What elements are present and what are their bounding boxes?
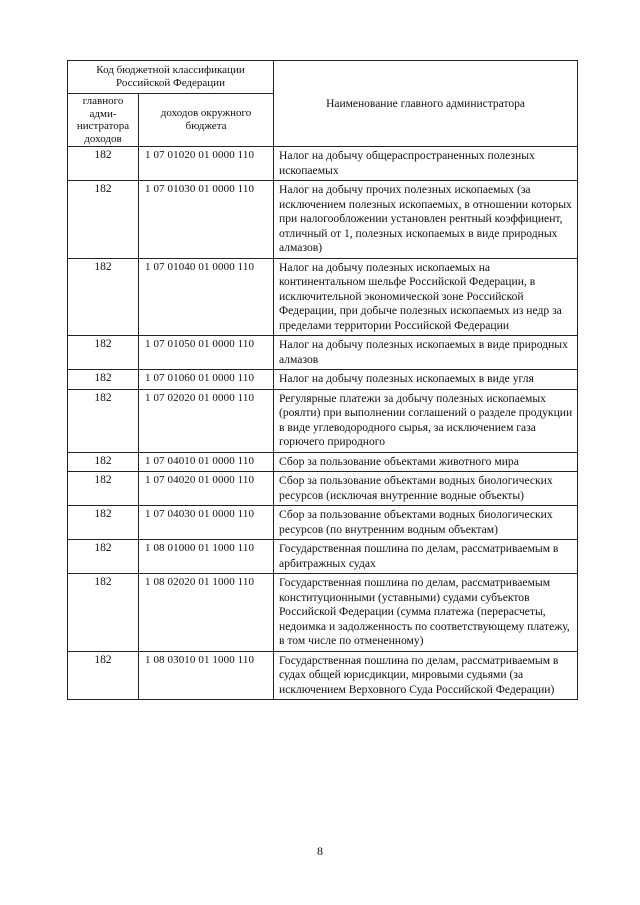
- table-row: [68, 389, 578, 452]
- income-code-cell: 1 07 01060 01 0000 110: [139, 370, 274, 390]
- admin-code-cell: 182: [68, 472, 139, 506]
- admin-code-cell: 182: [68, 506, 139, 540]
- income-code-cell: 1 08 02020 01 1000 110: [139, 574, 274, 652]
- income-code-cell: 1 07 01020 01 0000 110: [139, 147, 274, 181]
- table-row: [68, 147, 578, 181]
- header-admin-name: Наименование главного администратора: [274, 61, 578, 147]
- admin-code-cell: 182: [68, 336, 139, 370]
- admin-name-cell: Государственная пошлина по делам, рассматриваемым в судах общей юрисдикции, мировыми судьями (за исключением Верховного Суда Российской Федерации): [274, 651, 578, 700]
- admin-code-cell: 182: [68, 258, 139, 336]
- income-code-cell: 1 07 04010 01 0000 110: [139, 452, 274, 472]
- admin-name-cell: Государственная пошлина по делам, рассматриваемым в арбитражных судах: [274, 540, 578, 574]
- table-header-row: [68, 61, 578, 94]
- admin-name-cell: Сбор за пользование объектами водных биологических ресурсов (по внутренним водным объектам): [274, 506, 578, 540]
- budget-classification-table: [67, 60, 578, 700]
- table-row: [68, 574, 578, 652]
- admin-name-cell: Налог на добычу полезных ископаемых на континентальном шельфе Российской Федерации, в исключительной экономической зоне Российской Федерации, при добыче полезных ископаемых из недр за пределами территории Российской Федерации: [274, 258, 578, 336]
- table-row: [68, 540, 578, 574]
- header-income: доходов окружного бюджета: [139, 94, 274, 147]
- table-row: [68, 336, 578, 370]
- admin-code-cell: 182: [68, 540, 139, 574]
- admin-code-cell: 182: [68, 651, 139, 700]
- admin-code-cell: 182: [68, 370, 139, 390]
- admin-name-cell: Сбор за пользование объектами водных биологических ресурсов (исключая внутренние водные объекты): [274, 472, 578, 506]
- income-code-cell: 1 07 01030 01 0000 110: [139, 181, 274, 259]
- income-code-cell: 1 08 03010 01 1000 110: [139, 651, 274, 700]
- table-row: [68, 506, 578, 540]
- income-code-cell: 1 07 02020 01 0000 110: [139, 389, 274, 452]
- admin-code-cell: 182: [68, 574, 139, 652]
- admin-code-cell: 182: [68, 147, 139, 181]
- page-number: 8: [317, 844, 323, 858]
- admin-name-cell: Сбор за пользование объектами животного мира: [274, 452, 578, 472]
- header-group-title: Код бюджетной классификации Российской Федерации: [68, 61, 274, 94]
- table-body: [68, 147, 578, 700]
- header-main-admin: главного адми-нистратора доходов: [68, 94, 139, 147]
- table-row: [68, 181, 578, 259]
- income-code-cell: 1 07 04020 01 0000 110: [139, 472, 274, 506]
- admin-name-cell: Налог на добычу полезных ископаемых в виде природных алмазов: [274, 336, 578, 370]
- admin-code-cell: 182: [68, 389, 139, 452]
- income-code-cell: 1 08 01000 01 1000 110: [139, 540, 274, 574]
- admin-name-cell: Государственная пошлина по делам, рассматриваемым конституционными (уставными) судами субъектов Российской Федерации (сумма платежа (перерасчеты, недоимка и задолженность по соответствующему платежу, в том числе по отмененному): [274, 574, 578, 652]
- table-row: [68, 258, 578, 336]
- table-row: [68, 370, 578, 390]
- income-code-cell: 1 07 01040 01 0000 110: [139, 258, 274, 336]
- table-row: [68, 651, 578, 700]
- income-code-cell: 1 07 01050 01 0000 110: [139, 336, 274, 370]
- table-row: [68, 452, 578, 472]
- admin-code-cell: 182: [68, 452, 139, 472]
- table-row: [68, 472, 578, 506]
- admin-name-cell: Налог на добычу полезных ископаемых в виде угля: [274, 370, 578, 390]
- admin-name-cell: Регулярные платежи за добычу полезных ископаемых (роялти) при выполнении соглашений о разделе продукции в виде углеводородного сырья, за исключением газа горючего природного: [274, 389, 578, 452]
- income-code-cell: 1 07 04030 01 0000 110: [139, 506, 274, 540]
- admin-name-cell: Налог на добычу прочих полезных ископаемых (за исключением полезных ископаемых, в отношении которых при налогообложении установлен рентный коэффициент, отличный от 1, полезных ископаемых в виде природных алмазов): [274, 181, 578, 259]
- admin-code-cell: 182: [68, 181, 139, 259]
- admin-name-cell: Налог на добычу общераспространенных полезных ископаемых: [274, 147, 578, 181]
